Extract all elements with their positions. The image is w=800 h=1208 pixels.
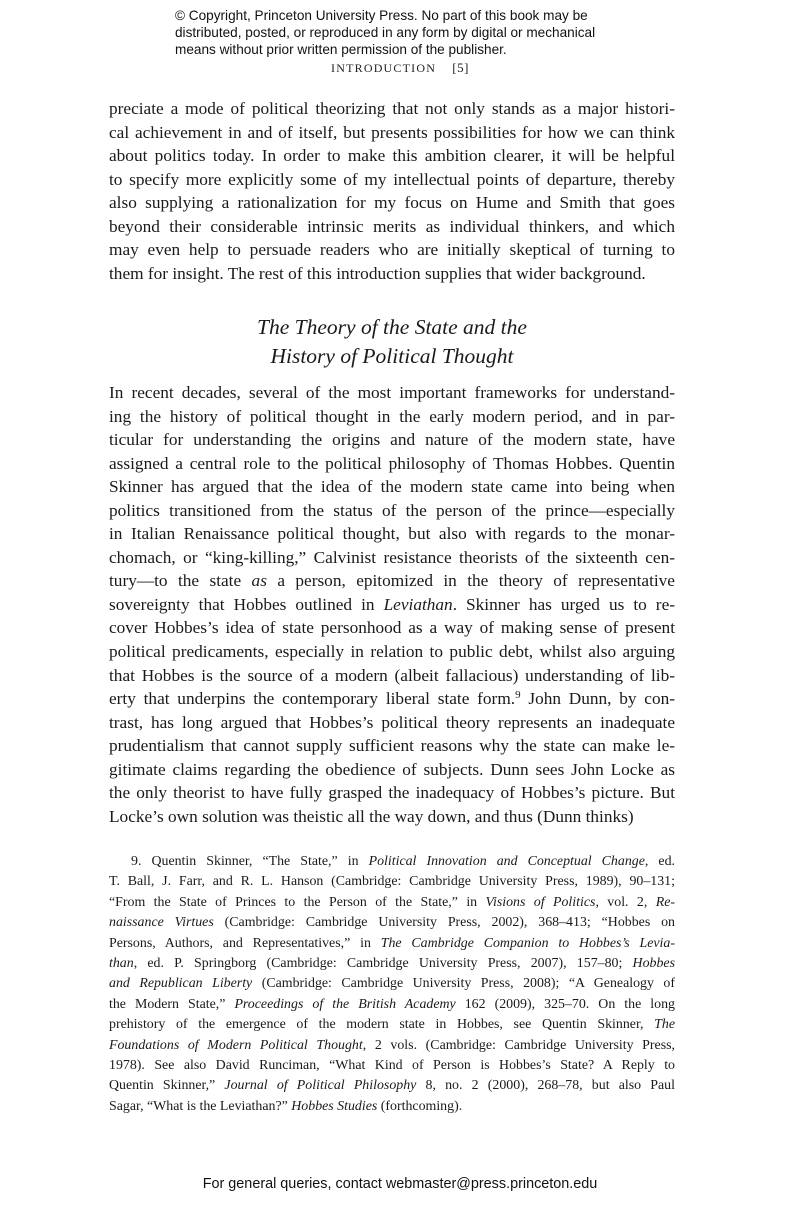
paragraph-line: the only theorist to have fully grasped the inadequacy of Hobbes’s picture. But [109, 783, 675, 803]
body-paragraph-2 [109, 381, 675, 828]
footnote-line: naissance Virtues (Cambridge: Cambridge University Press, 2002), 368–413; “Hobbes on [109, 915, 675, 931]
footnote-line: than, ed. P. Springborg (Cambridge: Cambridge University Press, 2007), 157–80; Hobbes [109, 956, 675, 972]
paragraph-line: that Hobbes is the source of a modern (albeit fallacious) understanding of lib- [109, 665, 675, 685]
paragraph-line: Skinner has argued that the idea of the modern state came into being when [109, 477, 675, 497]
footnote-ref: 9 [515, 689, 521, 702]
paragraph-line: may even help to persuade readers who are initially skeptical of turning to [109, 240, 675, 260]
paragraph-line: cal achievement in and of itself, but presents possibilities for how we can think [109, 122, 675, 142]
paragraph-line: sovereignty that Hobbes outlined in Leviathan. Skinner has urged us to re- [109, 594, 675, 614]
paragraph-line: politics transitioned from the status of the person of the prince—especially [109, 500, 675, 520]
section-heading [109, 313, 675, 371]
running-head-title: INTRODUCTION [331, 61, 437, 75]
paragraph-line: tury—to the state as a person, epitomized in the theory of representative [109, 571, 675, 591]
paragraph-line: about politics today. In order to make this ambition clearer, it will be helpful [109, 146, 675, 166]
paragraph-line: erty that underpins the contemporary liberal state form.$^9$ John Dunn, by con- [109, 689, 676, 709]
paragraph-line: gitimate claims regarding the obedience of subjects. Dunn sees John Locke as [109, 759, 675, 779]
footnote-line: T. Ball, J. Farr, and R. L. Hanson (Cambridge: Cambridge University Press, 1989), 90–131; [109, 874, 675, 890]
footnote-line: the Modern State,” Proceedings of the British Academy 162 (2009), 325–70. On the long [109, 996, 675, 1012]
paragraph-line: assigned a central role to the political philosophy of Thomas Hobbes. Quentin [109, 453, 675, 473]
paragraph-line: them for insight. The rest of this introduction supplies that wider background. [109, 263, 646, 283]
page-number: [5] [452, 60, 469, 75]
paragraph-line: cover Hobbes’s idea of state personhood as a way of making sense of present [109, 618, 675, 638]
body-paragraph-1 [109, 97, 675, 285]
copyright-line: distributed, posted, or reproduced in any form by digital or mechanical [175, 25, 596, 40]
copyright-line: means without prior written permission of the publisher. [175, 42, 507, 57]
page-footer: For general queries, contact webmaster@press.princeton.edu [202, 1176, 598, 1192]
footnote-line: and Republican Liberty (Cambridge: Cambridge University Press, 2008); “A Genealogy of [109, 976, 675, 992]
paragraph-line: preciate a mode of political theorizing that not only stands as a major histori- [109, 99, 675, 118]
paragraph-line: prudentialism that cannot supply sufficient reasons why the state can make le- [109, 736, 675, 756]
copyright-line: © Copyright, Princeton University Press. No part of this book may be [175, 8, 588, 23]
footnote-line: 9. Quentin Skinner, “The State,” in Political Innovation and Conceptual Change, ed. [131, 854, 675, 869]
paragraph-line: trast, has long argued that Hobbes’s political theory represents an inadequate [109, 712, 675, 732]
paragraph-line: to specify more explicitly some of my intellectual points of departure, thereby [109, 169, 675, 189]
running-head [0, 60, 800, 76]
paragraph-line: beyond their considerable intrinsic merits as individual thinkers, and which [109, 216, 675, 236]
footnote-line: Sagar, “What is the Leviathan?” Hobbes Studies (forthcoming). [109, 1098, 463, 1114]
paragraph-line: In recent decades, several of the most important frameworks for understand- [109, 383, 675, 402]
copyright-notice [175, 7, 645, 58]
footnote-line: Foundations of Modern Political Thought, 2 vols. (Cambridge: Cambridge University Press, [109, 1037, 675, 1053]
footnote-line: Persons, Authors, and Representatives,” in The Cambridge Companion to Hobbes’s Levia- [109, 935, 675, 951]
paragraph-line: in Italian Renaissance political thought, but also with regards to the monar- [109, 524, 675, 544]
footnote-9 [109, 852, 675, 1117]
paragraph-line: chomach, or “king-killing,” Calvinist resistance theorists of the sixteenth cen- [109, 547, 675, 567]
section-heading-line: History of Political Thought [270, 344, 514, 368]
paragraph-line: ing the history of political thought in the early modern period, and in par- [109, 406, 675, 426]
paragraph-line: also supplying a rationalization for my focus on Hume and Smith that goes [109, 193, 675, 213]
paragraph-line: Locke’s own solution was theistic all the way down, and thus (Dunn thinks) [109, 806, 634, 826]
footnote-line: Quentin Skinner,” Journal of Political Philosophy 8, no. 2 (2000), 268–78, but also Paul [109, 1078, 675, 1094]
paragraph-line: political predicaments, especially in relation to public debt, whilst also arguing [109, 642, 675, 662]
footnote-line: prehistory of the emergence of the modern state in Hobbes, see Quentin Skinner, The [109, 1017, 675, 1033]
section-heading-line: The Theory of the State and the [257, 315, 527, 339]
footnote-line: “From the State of Princes to the Person of the State,” in Visions of Politics, vol. 2, Re- [109, 894, 676, 910]
footnote-line: 1978). See also David Runciman, “What Kind of Person is Hobbes’s State? A Reply to [109, 1058, 675, 1074]
paragraph-line: ticular for understanding the origins and nature of the modern state, have [109, 430, 675, 450]
